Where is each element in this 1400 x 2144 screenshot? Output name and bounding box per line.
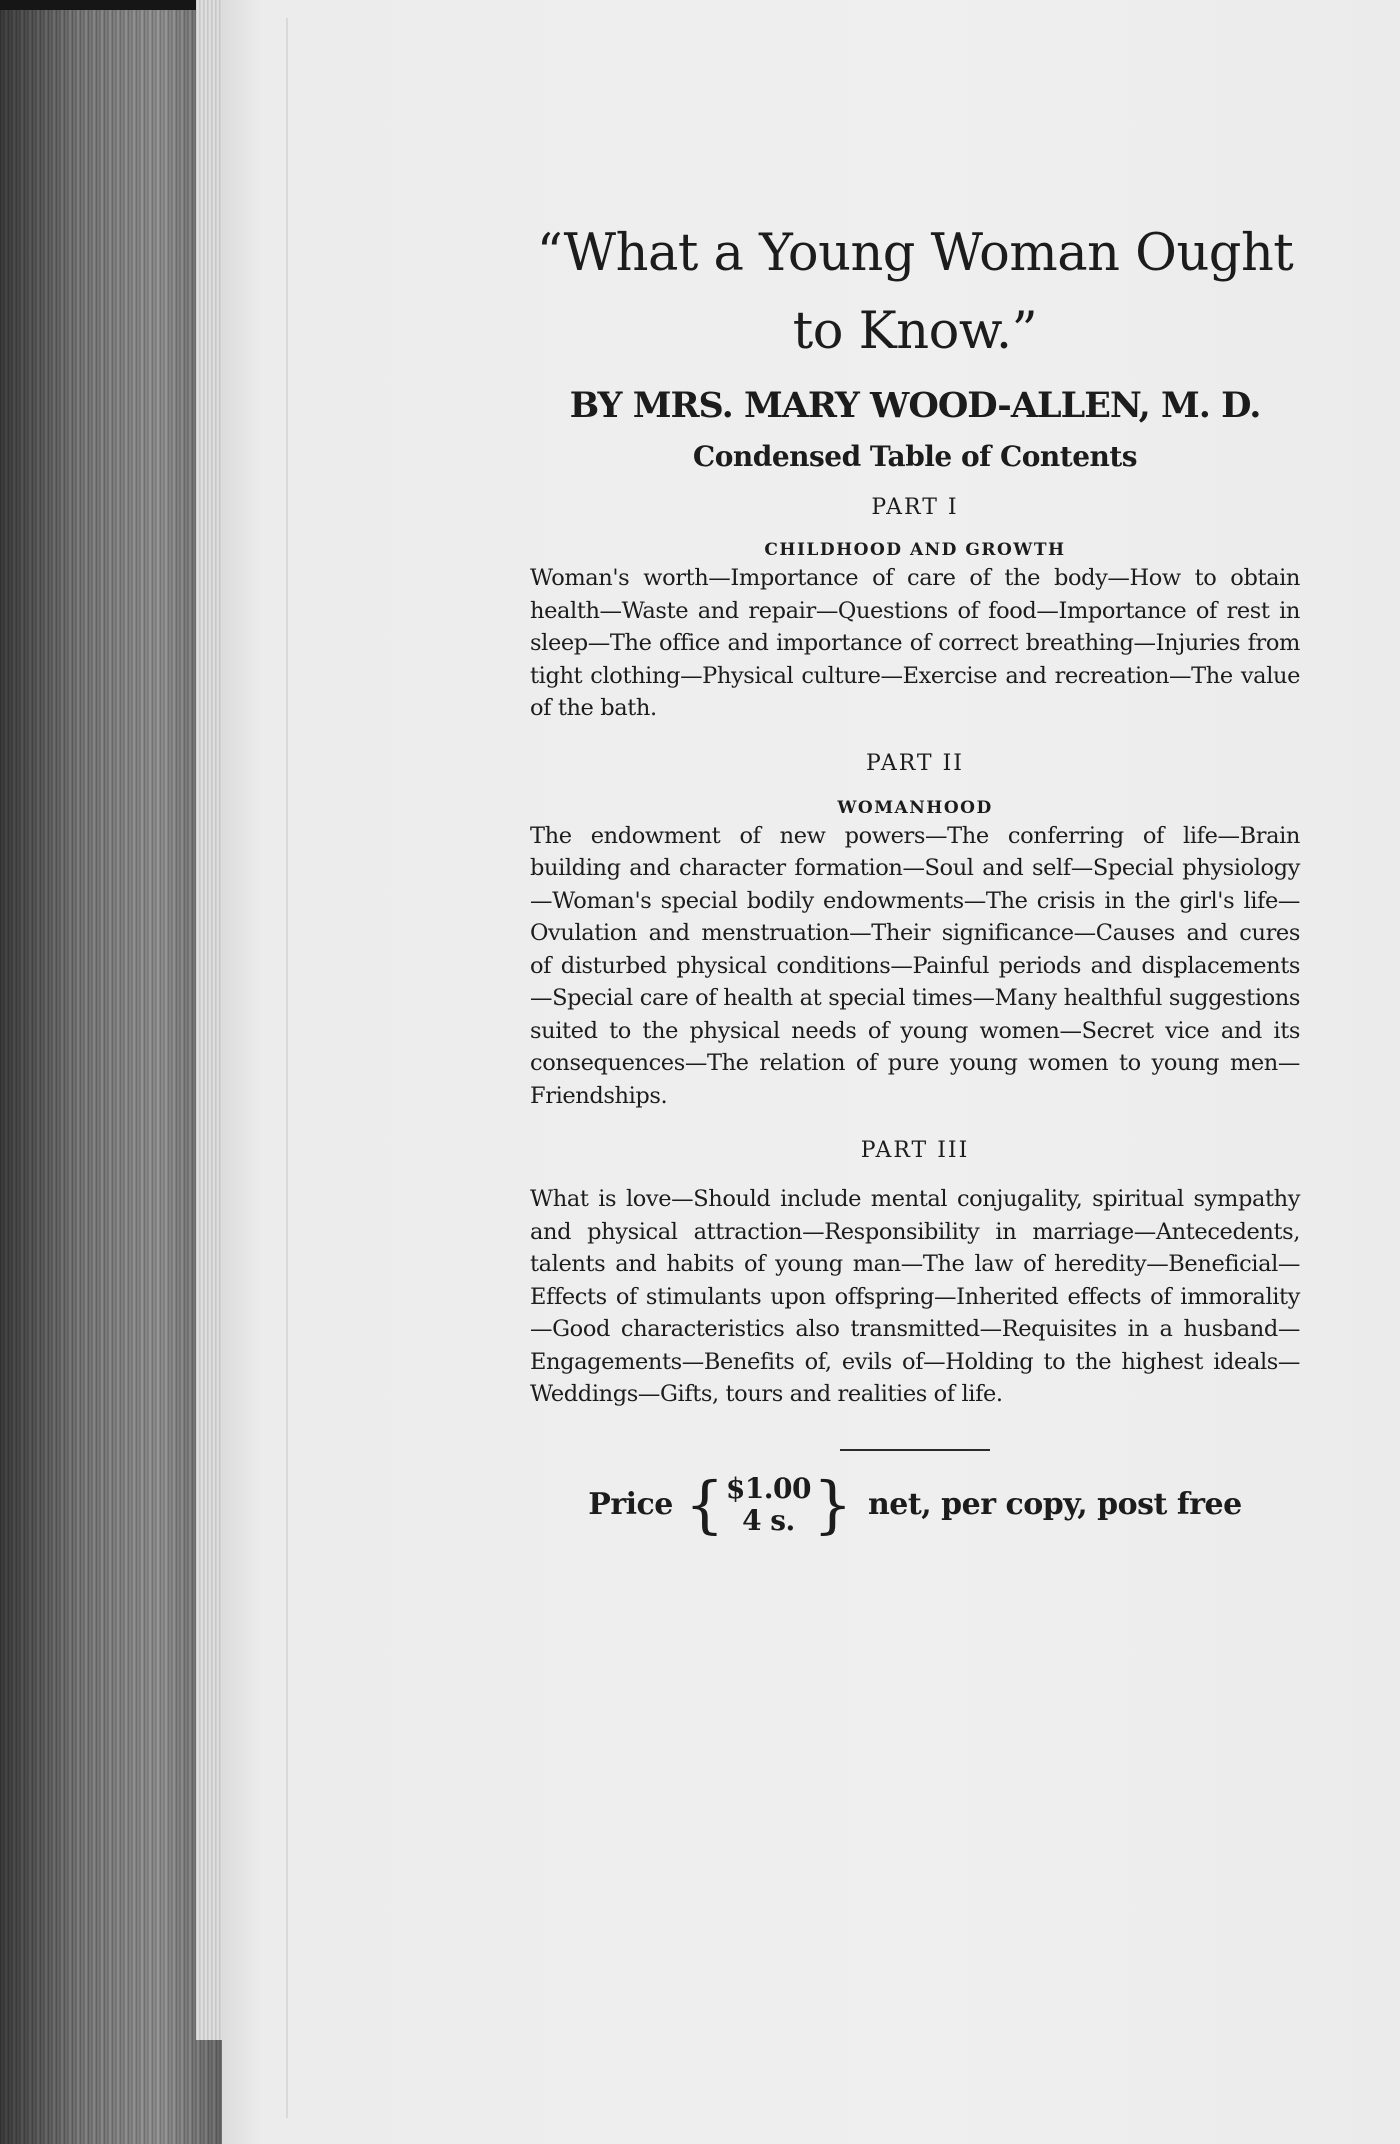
price-gbp: 4 s. <box>742 1503 795 1537</box>
part-subtitle: WOMANHOOD <box>837 797 993 818</box>
book-author: BY MRS. MARY WOOD-ALLEN, M. D. <box>569 385 1261 426</box>
part-label: PART I <box>871 495 959 520</box>
price-values <box>726 1473 811 1537</box>
price-usd: $1.00 <box>725 1471 812 1505</box>
part-label: PART II <box>866 750 964 776</box>
left-brace: { <box>684 1467 724 1541</box>
price-suffix: net, per copy, post free <box>867 1487 1242 1522</box>
price-label: Price <box>588 1487 673 1522</box>
toc-heading: Condensed Table of Contents <box>692 440 1138 473</box>
part-3 <box>530 1138 1300 1411</box>
part-body: What is love—Should include mental conjugality, spiritual sympathy and physical attraction—Responsibility in marriage—Antecedents, talents and habits of young man—The law of heredity—Beneficial—Effects of stimulants upon offspring—Inherited effects of immorality—Good characteristics also transmitted—Requisites in a husband—Engagements—Benefits of, evils of—Holding to the highest ideals—Weddings—Gifts, tours and realities of life. <box>530 1186 1300 1407</box>
page-content <box>530 215 1300 1541</box>
right-brace: } <box>813 1467 852 1541</box>
book-title <box>530 215 1300 371</box>
title-line-2: to Know.” <box>792 302 1038 361</box>
part-subtitle: CHILDHOOD AND GROWTH <box>764 540 1066 560</box>
part-body: The endowment of new powers—The conferring of life—Brain building and character formation—Soul and self—Special physiology—Woman's special bodily endowments—The crisis in the girl's life—Ovulation and menstruation—Their significance—Causes and cures of disturbed physical conditions—Painful periods and displacements—Special care of health at special times—Many healthful suggestions suited to the physical needs of young women—Secret vice and its consequences—The relation of pure young women to young men—Friendships. <box>530 822 1300 1109</box>
price-line <box>530 1467 1300 1541</box>
divider-rule <box>840 1449 990 1451</box>
title-line-1: “What a Young Woman Ought <box>536 224 1294 283</box>
part-body: Woman's worth—Importance of care of the body—How to obtain health—Waste and repair—Questions of food—Importance of rest in sleep—The office and importance of correct breathing—Injuries from tight clothing—Physical culture—Exercise and recreation—The value of the bath. <box>530 565 1300 721</box>
part-2 <box>530 751 1300 1113</box>
part-label: PART III <box>860 1138 970 1163</box>
part-1 <box>530 495 1300 725</box>
